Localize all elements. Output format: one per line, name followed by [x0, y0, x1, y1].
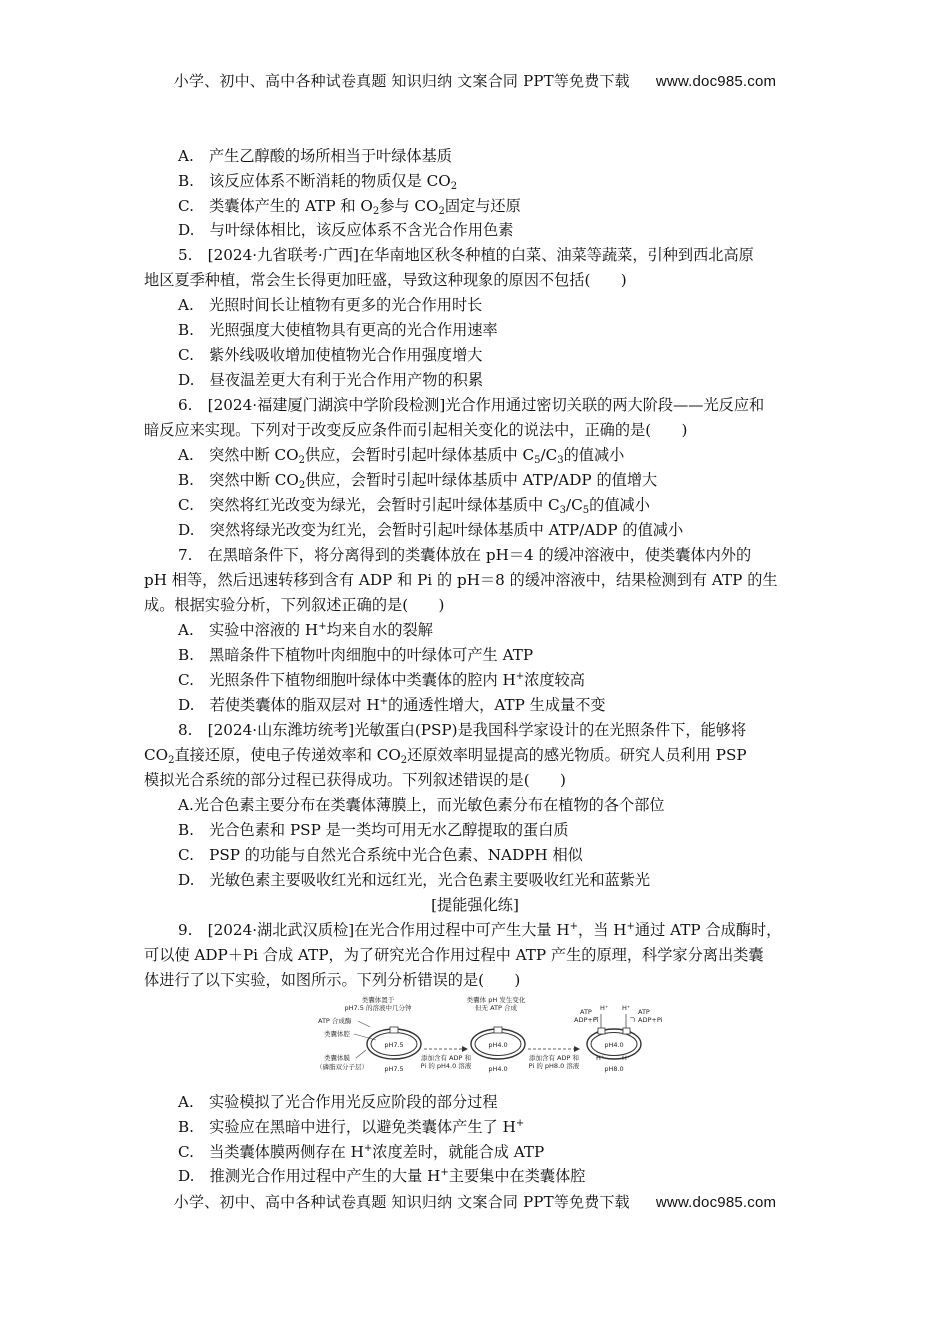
fig-adppi-right: ADP+Pi: [638, 1016, 663, 1024]
q6-option-d: D. 突然将绿光改变为红光，会暂时引起叶绿体基质中 ATP/ADP 的值减小: [178, 521, 684, 539]
fig-ph1-in: pH7.5: [384, 1041, 404, 1049]
q6-option-a: A. 突然中断 $CO_2$供应，会暂时引起叶绿体基质中 $C_5/C_3$的值减小: [178, 446, 625, 466]
q8-stem-line2: $CO_2$直接还原，使电子传递效率和 $CO_2$还原效率明显提高的感光物质。研究人员利用 PSP: [144, 746, 747, 766]
q9-stem-line3: 体进行了以下实验，如图所示。下列分析错误的是( ): [144, 971, 521, 989]
q5-stem-line1: 5. [2024·九省联考·广西]在华南地区秋冬种植的白菜、油菜等蔬菜，引种到西北高原: [178, 246, 754, 264]
q9-stem-line1: 9. [2024·湖北武汉质检]在光合作用过程中可产生大量 H+，当 H+通过 ATP 合成酶时，: [178, 921, 782, 939]
fig-label-lumen: 类囊体腔: [324, 1030, 350, 1038]
fig-h-right: H⁺: [622, 1004, 631, 1012]
q7-stem-line3: 成。根据实验分析，下列叙述正确的是( ): [144, 596, 445, 614]
q7-stem-line1: 7. 在黑暗条件下，将分离得到的类囊体放在 pH＝4 的缓冲溶液中，使类囊体内外的: [178, 546, 752, 564]
page-footer: [0, 1191, 950, 1212]
fig-add2-a: 添加含有 ADP 和: [528, 1054, 580, 1062]
header-text: 小学、初中、高中各种试卷真题 知识归纳 文案合同 PPT等免费下载: [173, 72, 630, 90]
q8-option-c: C. PSP 的功能与自然光合系统中光合色素、NADPH 相似: [178, 846, 583, 864]
fig-add2-b: Pi 的 pH8.0 溶液: [528, 1062, 580, 1070]
fig-h-inner-right: H⁺: [622, 1054, 631, 1062]
q5-option-c: C. 紫外线吸收增加使植物光合作用强度增大: [178, 346, 483, 364]
fig-atp-enzyme-2: [494, 1027, 502, 1033]
footer-text: 小学、初中、高中各种试卷真题 知识归纳 文案合同 PPT等免费下载: [173, 1193, 630, 1211]
fig-label-stage2-a: 类囊体 pH 发生变化: [466, 996, 526, 1004]
fig-atp-enzyme-3b: [623, 1028, 630, 1034]
q6-option-c: C. 突然将红光改变为绿光，会暂时引起叶绿体基质中 $C_3/C_5$的值减小: [178, 496, 650, 516]
fig-ph3-in: pH4.0: [604, 1041, 624, 1049]
q7-option-b: B. 黑暗条件下植物叶肉细胞中的叶绿体可产生 ATP: [178, 646, 534, 664]
figure-svg: [312, 994, 672, 1084]
fig-ph2-out: pH4.0: [488, 1065, 508, 1073]
fig-ph2-in: pH4.0: [488, 1041, 508, 1049]
q7-option-c: C. 光照条件下植物细胞叶绿体中类囊体的腔内 H+浓度较高: [178, 671, 585, 689]
q8-stem-line1: 8. [2024·山东潍坊统考]光敏蛋白(PSP)是我国科学家设计的在光照条件下，能够将: [178, 721, 747, 739]
fig-label-stage2-b: 但无 ATP 合成: [475, 1004, 517, 1012]
fig-label-membrane-sub: （磷脂双分子层）: [316, 1063, 368, 1071]
fig-atp-arrow-right: [630, 1018, 635, 1023]
fig-pointer-1: [358, 1021, 370, 1027]
page-header: [0, 70, 950, 91]
fig-atp-enzyme-1: [390, 1027, 398, 1033]
q9-option-c: C. 当类囊体膜两侧存在 H+浓度差时，就能合成 ATP: [178, 1143, 545, 1161]
q6-stem-line2: 暗反应来实现。下列对于改变反应条件而引起相关变化的说法中，正确的是( ): [144, 421, 688, 439]
footer-site-link[interactable]: www.doc985.com: [655, 1194, 777, 1211]
fig-label-stage1-b: pH7.5 的溶液中几分钟: [344, 1004, 412, 1012]
q6-stem-line1: 6. [2024·福建厦门湖滨中学阶段检测]光合作用通过密切关联的两大阶段——光反应和: [178, 396, 765, 414]
fig-h-inner-left: H⁺: [596, 1054, 605, 1062]
q7-option-a: A. 实验中溶液的 H+均来自水的裂解: [178, 621, 433, 639]
q8-option-d: D. 光敏色素主要吸收红光和远红光，光合色素主要吸收红光和蓝紫光: [178, 871, 651, 889]
fig-arrow-1-head: [462, 1046, 468, 1052]
q5-stem-line2: 地区夏季种植，常会生长得更加旺盛，导致这种现象的原因不包括( ): [144, 271, 627, 289]
q9-option-d: D. 推测光合作用过程中产生的大量 H+主要集中在类囊体腔: [178, 1167, 586, 1185]
q5-option-b: B. 光照强度大使植物具有更高的光合作用速率: [178, 321, 498, 339]
q4-option-d: D. 与叶绿体相比，该反应体系不含光合作用色素: [178, 221, 514, 239]
fig-ph1-out: pH7.5: [384, 1065, 404, 1073]
q4-option-a: A. 产生乙醇酸的场所相当于叶绿体基质: [178, 147, 452, 165]
fig-h-left: H⁺: [600, 1004, 609, 1012]
fig-arrow-2-head: [574, 1046, 580, 1052]
q8-stem-line3: 模拟光合系统的部分过程已获得成功。下列叙述错误的是( ): [144, 771, 566, 789]
q8-option-b: B. 光合色素和 PSP 是一类均可用无水乙醇提取的蛋白质: [178, 821, 569, 839]
fig-label-stage1-a: 类囊体置于: [361, 996, 395, 1004]
q9-option-a: A. 实验模拟了光合作用光反应阶段的部分过程: [178, 1093, 498, 1111]
fig-label-membrane: 类囊体膜: [324, 1054, 350, 1062]
fig-atp-right: ATP: [638, 1008, 650, 1016]
fig-pointer-3: [356, 1050, 366, 1058]
q7-stem-line2: pH 相等，然后迅速转移到含有 ADP 和 Pi 的 pH＝8 的缓冲溶液中，结果检测到有 ATP 的生: [144, 571, 778, 589]
fig-atp-left: ATP: [580, 1008, 592, 1016]
fig-ph3-out: pH8.0: [604, 1065, 624, 1073]
fig-add1-b: Pi 的 pH4.0 溶液: [420, 1062, 472, 1070]
q5-option-d: D. 昼夜温差更大有利于光合作用产物的积累: [178, 371, 484, 389]
section-heading: [提能强化练]: [431, 896, 519, 914]
q6-option-b: B. 突然中断 $CO_2$供应，会暂时引起叶绿体基质中 ATP/ADP 的值增大: [178, 471, 658, 491]
thylakoid-experiment-figure: [312, 994, 672, 1084]
header-site-link[interactable]: www.doc985.com: [655, 73, 777, 90]
fig-adppi-left: ADP+Pi: [574, 1016, 599, 1024]
q4-option-c: C. 类囊体产生的 ATP 和 $O_2$参与 $CO_2$固定与还原: [178, 197, 521, 217]
fig-add1-a: 添加含有 ADP 和: [420, 1054, 472, 1062]
q9-stem-line2: 可以使 ADP＋Pi 合成 ATP，为了研究光合作用过程中 ATP 产生的原理，科学家分离出类囊: [144, 946, 764, 964]
q4-option-b: B. 该反应体系不断消耗的物质仅是 $CO_2$: [178, 172, 458, 192]
fig-atp-enzyme-3a: [598, 1028, 605, 1034]
fig-label-atp-enzyme: ATP 合成酶: [318, 1017, 352, 1025]
q8-option-a: A.光合色素主要分布在类囊体薄膜上，而光敏色素分布在植物的各个部位: [178, 796, 665, 814]
q7-option-d: D. 若使类囊体的脂双层对 H+的通透性增大，ATP 生成量不变: [178, 696, 606, 714]
q9-option-b: B. 实验应在黑暗中进行，以避免类囊体产生了 H+: [178, 1118, 525, 1136]
q5-option-a: A. 光照时间长让植物有更多的光合作用时长: [178, 296, 483, 314]
